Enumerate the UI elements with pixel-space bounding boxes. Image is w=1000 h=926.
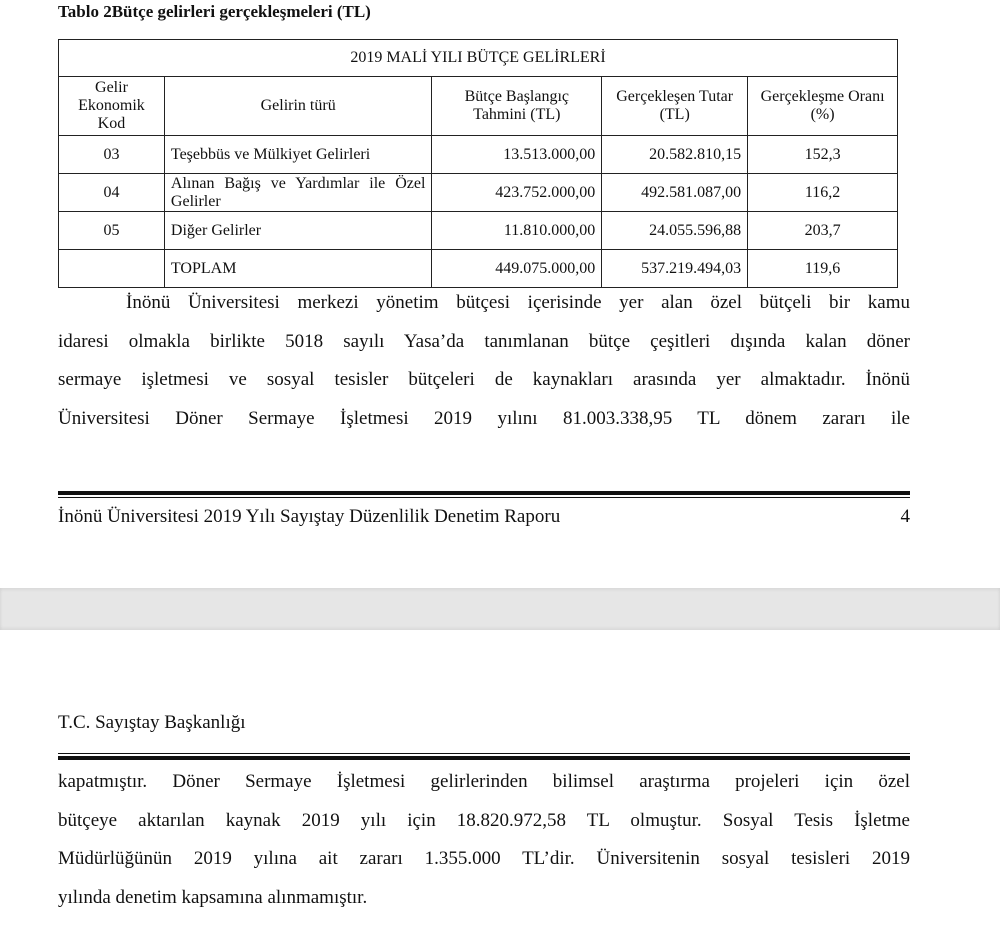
cell-oran: 152,3 bbox=[748, 136, 898, 174]
header-gelir-turu: Gelirin türü bbox=[164, 77, 431, 136]
paragraph-line: bütçeye aktarılan kaynak 2019 yılı için 18.820.972,58 TL olmuştur. Sosyal Tesis İşletme bbox=[58, 809, 910, 831]
paragraph-line: yılında denetim kapsamına alınmamıştır. bbox=[58, 886, 368, 908]
paragraph-line: İnönü Üniversitesi merkezi yönetim bütçesi içerisinde yer alan özel bütçeli bir kamu bbox=[126, 292, 910, 313]
table-total-row bbox=[59, 250, 898, 288]
body-paragraph bbox=[58, 284, 910, 438]
header-gerceklesme-orani: Gerçekleşme Oranı (%) bbox=[748, 77, 898, 136]
cell-kod bbox=[59, 250, 165, 288]
table-title-row bbox=[59, 40, 898, 77]
cell-kod: 04 bbox=[59, 174, 165, 212]
cell-tahmin: 11.810.000,00 bbox=[432, 212, 602, 250]
header-butce-tahmini: Bütçe Başlangıç Tahmini (TL) bbox=[432, 77, 602, 136]
budget-revenue-table bbox=[58, 39, 898, 288]
table-title: 2019 MALİ YILI BÜTÇE GELİRLERİ bbox=[59, 40, 898, 77]
footer-rule-thick bbox=[58, 491, 910, 495]
cell-tur: Diğer Gelirler bbox=[164, 212, 431, 250]
cell-oran: 119,6 bbox=[748, 250, 898, 288]
footer-report-title: İnönü Üniversitesi 2019 Yılı Sayıştay Düzenlilik Denetim Raporu bbox=[58, 506, 561, 527]
header-rule-thin bbox=[58, 753, 910, 754]
cell-kod: 03 bbox=[59, 136, 165, 174]
cell-gerceklesen: 20.582.810,15 bbox=[602, 136, 748, 174]
cell-tahmin: 423.752.000,00 bbox=[432, 174, 602, 212]
paragraph-line: Müdürlüğünün 2019 yılına ait zararı 1.355.000 TL’dir. Üniversitenin sosyal tesisleri 2019 bbox=[58, 848, 910, 869]
page-header: T.C. Sayıştay Başkanlığı bbox=[58, 712, 246, 733]
cell-tur: Alınan Bağış ve Yardımlar ile Özel Gelirler bbox=[164, 174, 431, 212]
table-row bbox=[59, 136, 898, 174]
paragraph-line: idaresi olmakla birlikte 5018 sayılı Yasa’da tanımlanan bütçe çeşitleri dışında kalan döner bbox=[58, 330, 910, 352]
cell-gerceklesen: 24.055.596,88 bbox=[602, 212, 748, 250]
paragraph-line: sermaye işletmesi ve sosyal tesisler bütçeleri de kaynakları arasında yer almaktadır. İnönü bbox=[58, 369, 910, 390]
table-header-row bbox=[59, 77, 898, 136]
cell-tahmin: 13.513.000,00 bbox=[432, 136, 602, 174]
header-rule-thick bbox=[58, 756, 910, 760]
table-row bbox=[59, 212, 898, 250]
body-paragraph bbox=[58, 763, 910, 917]
paragraph-line: kapatmıştır. Döner Sermaye İşletmesi gelirlerinden bilimsel araştırma projeleri için özel bbox=[58, 771, 910, 792]
footer-page-number: 4 bbox=[900, 506, 910, 527]
cell-kod: 05 bbox=[59, 212, 165, 250]
cell-oran: 116,2 bbox=[748, 174, 898, 212]
header-gerceklesen-tutar: Gerçekleşen Tutar (TL) bbox=[602, 77, 748, 136]
footer-rule-thin bbox=[58, 497, 910, 498]
document-page-2 bbox=[0, 630, 1000, 926]
cell-oran: 203,7 bbox=[748, 212, 898, 250]
page-separator bbox=[0, 588, 1000, 630]
header-gelir-kod: Gelir Ekonomik Kod bbox=[59, 77, 165, 136]
cell-tur: TOPLAM bbox=[164, 250, 431, 288]
cell-tahmin: 449.075.000,00 bbox=[432, 250, 602, 288]
paragraph-line: Üniversitesi Döner Sermaye İşletmesi 2019 yılını 81.003.338,95 TL dönem zararı ile bbox=[58, 407, 910, 429]
table-caption: Tablo 2Bütçe gelirleri gerçekleşmeleri (TL) bbox=[58, 2, 371, 21]
cell-gerceklesen: 537.219.494,03 bbox=[602, 250, 748, 288]
table-row bbox=[59, 174, 898, 212]
cell-tur: Teşebbüs ve Mülkiyet Gelirleri bbox=[164, 136, 431, 174]
cell-gerceklesen: 492.581.087,00 bbox=[602, 174, 748, 212]
